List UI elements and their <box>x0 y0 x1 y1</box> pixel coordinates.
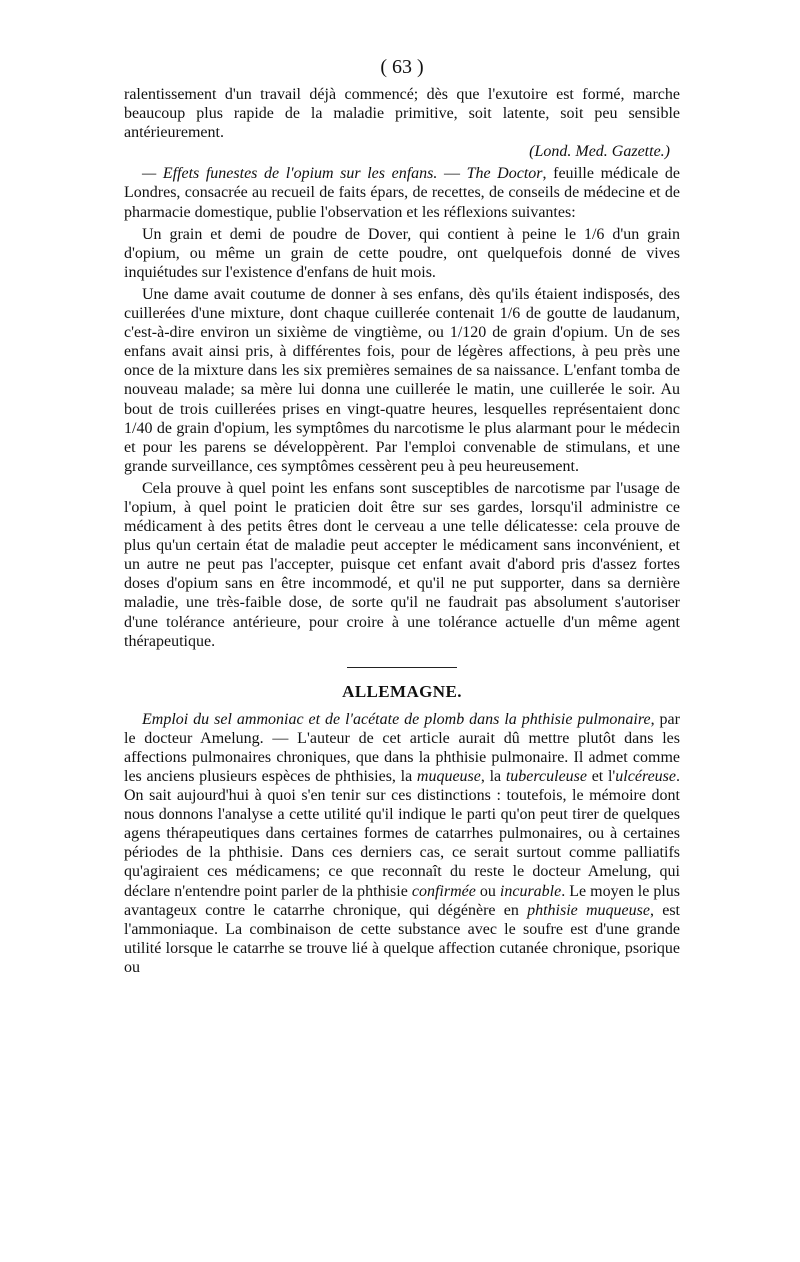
paragraph-continuation <box>124 85 680 142</box>
article-opium-text: , feuille médicale de Londres, consacrée au recueil de faits épars, de recettes, de conseils de médecine et de pharmacie domestique, publie l'observation et les réflexions suivantes: <box>124 165 681 221</box>
text-separator: , la <box>480 768 506 785</box>
article-ammoniac-text: . On sait aujourd'hui à quoi s'en tenir sur ces distinctions : toutefois, le mémoire dont nous donnons l'analyse a cette utilité qu'il indique le parti qu'on peut tirer de quelques agens thérapeutiques dans certaines formes de catarrhes pulmonaires, ou à certaines périodes de la phthisie. Dans ces derniers cas, ce serait surtout comme palliatifs qu'agiraient ces médicamens; ce que reconnaît du reste le docteur Amelung, qui déclare n'entendre point parler de la phthisie <box>124 768 681 900</box>
article-opium <box>124 164 680 221</box>
article-ammoniac <box>124 710 680 977</box>
term-muqueuse: muqueuse <box>416 768 481 785</box>
section-title: ALLEMAGNE. <box>342 681 462 701</box>
paragraph-conclusion: Cela prouve à quel point les enfans sont susceptibles de narcotisme par l'usage de l'opium, à quel point le praticien doit être sur ses gardes, lorsqu'il administre ce médicament à des petits êtres dont le cerveau a une telle délicatesse: cela prouve de plus qu'un certain état de maladie peut accepter le médicament sans inconvénient, et un autre ne peut pas l'accepter, puisque cet enfant avait d'abord pris d'assez fortes doses d'opium sans en être incommodé, et qu'il ne put supporter, dans sa dernière maladie, une très-faible dose, de sorte qu'il ne faudrait pas absolument s'autoriser d'une tolérance antérieure, pour croire à une tolérance actuelle d'un même agent thérapeutique. <box>124 479 680 650</box>
text-separator: ou <box>475 882 500 900</box>
section-divider <box>347 667 457 668</box>
article-ammoniac-text: , est l'ammoniaque. La combinaison de cette substance avec le soufre est d'une grande utilité lorsque le catarrhe se trouve lié à quelque affection cutanée chronique, psorique ou <box>124 901 680 976</box>
text-column <box>124 56 680 977</box>
article-opium-title: — Effets funestes de l'opium sur les enfans. <box>142 165 438 183</box>
journal-name: The Doctor <box>466 165 543 183</box>
page-number: ( 63 ) <box>380 56 424 78</box>
continuation-text: ralentissement d'un travail déjà commencé; dès que l'exutoire est formé, marche beaucoup plus rapide de la maladie primitive, soit latente, soit peu sensible antérieurement. <box>124 86 680 142</box>
term-ulcereuse: ulcéreuse <box>615 768 677 785</box>
article-ammoniac-title: Emploi du sel ammoniac et de l'acétate de plomb dans la phthisie pulmonaire <box>142 710 651 728</box>
source-citation <box>124 142 680 161</box>
source-text: (Lond. Med. Gazette.) <box>529 143 670 161</box>
term-tuberculeuse: tuberculeuse <box>505 768 587 785</box>
term-confirmee: confirmée <box>411 882 476 900</box>
text-separator: et l' <box>587 768 616 785</box>
term-incurable: incurable <box>499 882 562 900</box>
dash: — <box>437 165 467 183</box>
paragraph-case: Une dame avait coutume de donner à ses enfans, dès qu'ils étaient indisposés, des cuillerées d'une mixture, dont chaque cuillerée contenait 1/6 de goutte de laudanum, c'est-à-dire environ un sixième de vingtième, ou 1/120 de grain d'opium. Un de ses enfans avait ainsi pris, à différentes fois, pour de légères affections, à peu près une once de la mixture dans les six premières semaines de sa naissance. L'enfant tomba de nouveau malade; sa mère lui donna une cuillerée le matin, une cuillerée le soir. Au bout de trois cuillerées prises en vingt-quatre heures, lesquelles représentaient donc 1/40 de grain d'opium, les symptômes du narcotisme le plus alarmant pour le médecin et pour les parens se développèrent. Par l'emploi convenable de stimulans, et une grande surveillance, ces symptômes cessèrent peu à peu heureusement. <box>124 285 680 475</box>
article-ammoniac-text: , par le docteur Amelung. — L'auteur de cet article aurait dû mettre plutôt dans les affections pulmonaires chroniques, que dans la phthisie pulmonaire. Il admet comme les anciens plusieurs espèces de phthisies, la <box>124 710 680 785</box>
article-ammoniac-text: . Le moyen le plus avantageux contre le catarrhe chronique, qui dégénère en <box>124 882 680 919</box>
paragraph-dover: Un grain et demi de poudre de Dover, qui contient à peine le 1/6 d'un grain d'opium, ou même un grain de cette poudre, ont quelquefois donné de vives inquiétudes sur l'existence d'enfans de huit mois. <box>124 225 680 281</box>
term-phthisie-muqueuse: phthisie muqueuse <box>527 901 650 919</box>
